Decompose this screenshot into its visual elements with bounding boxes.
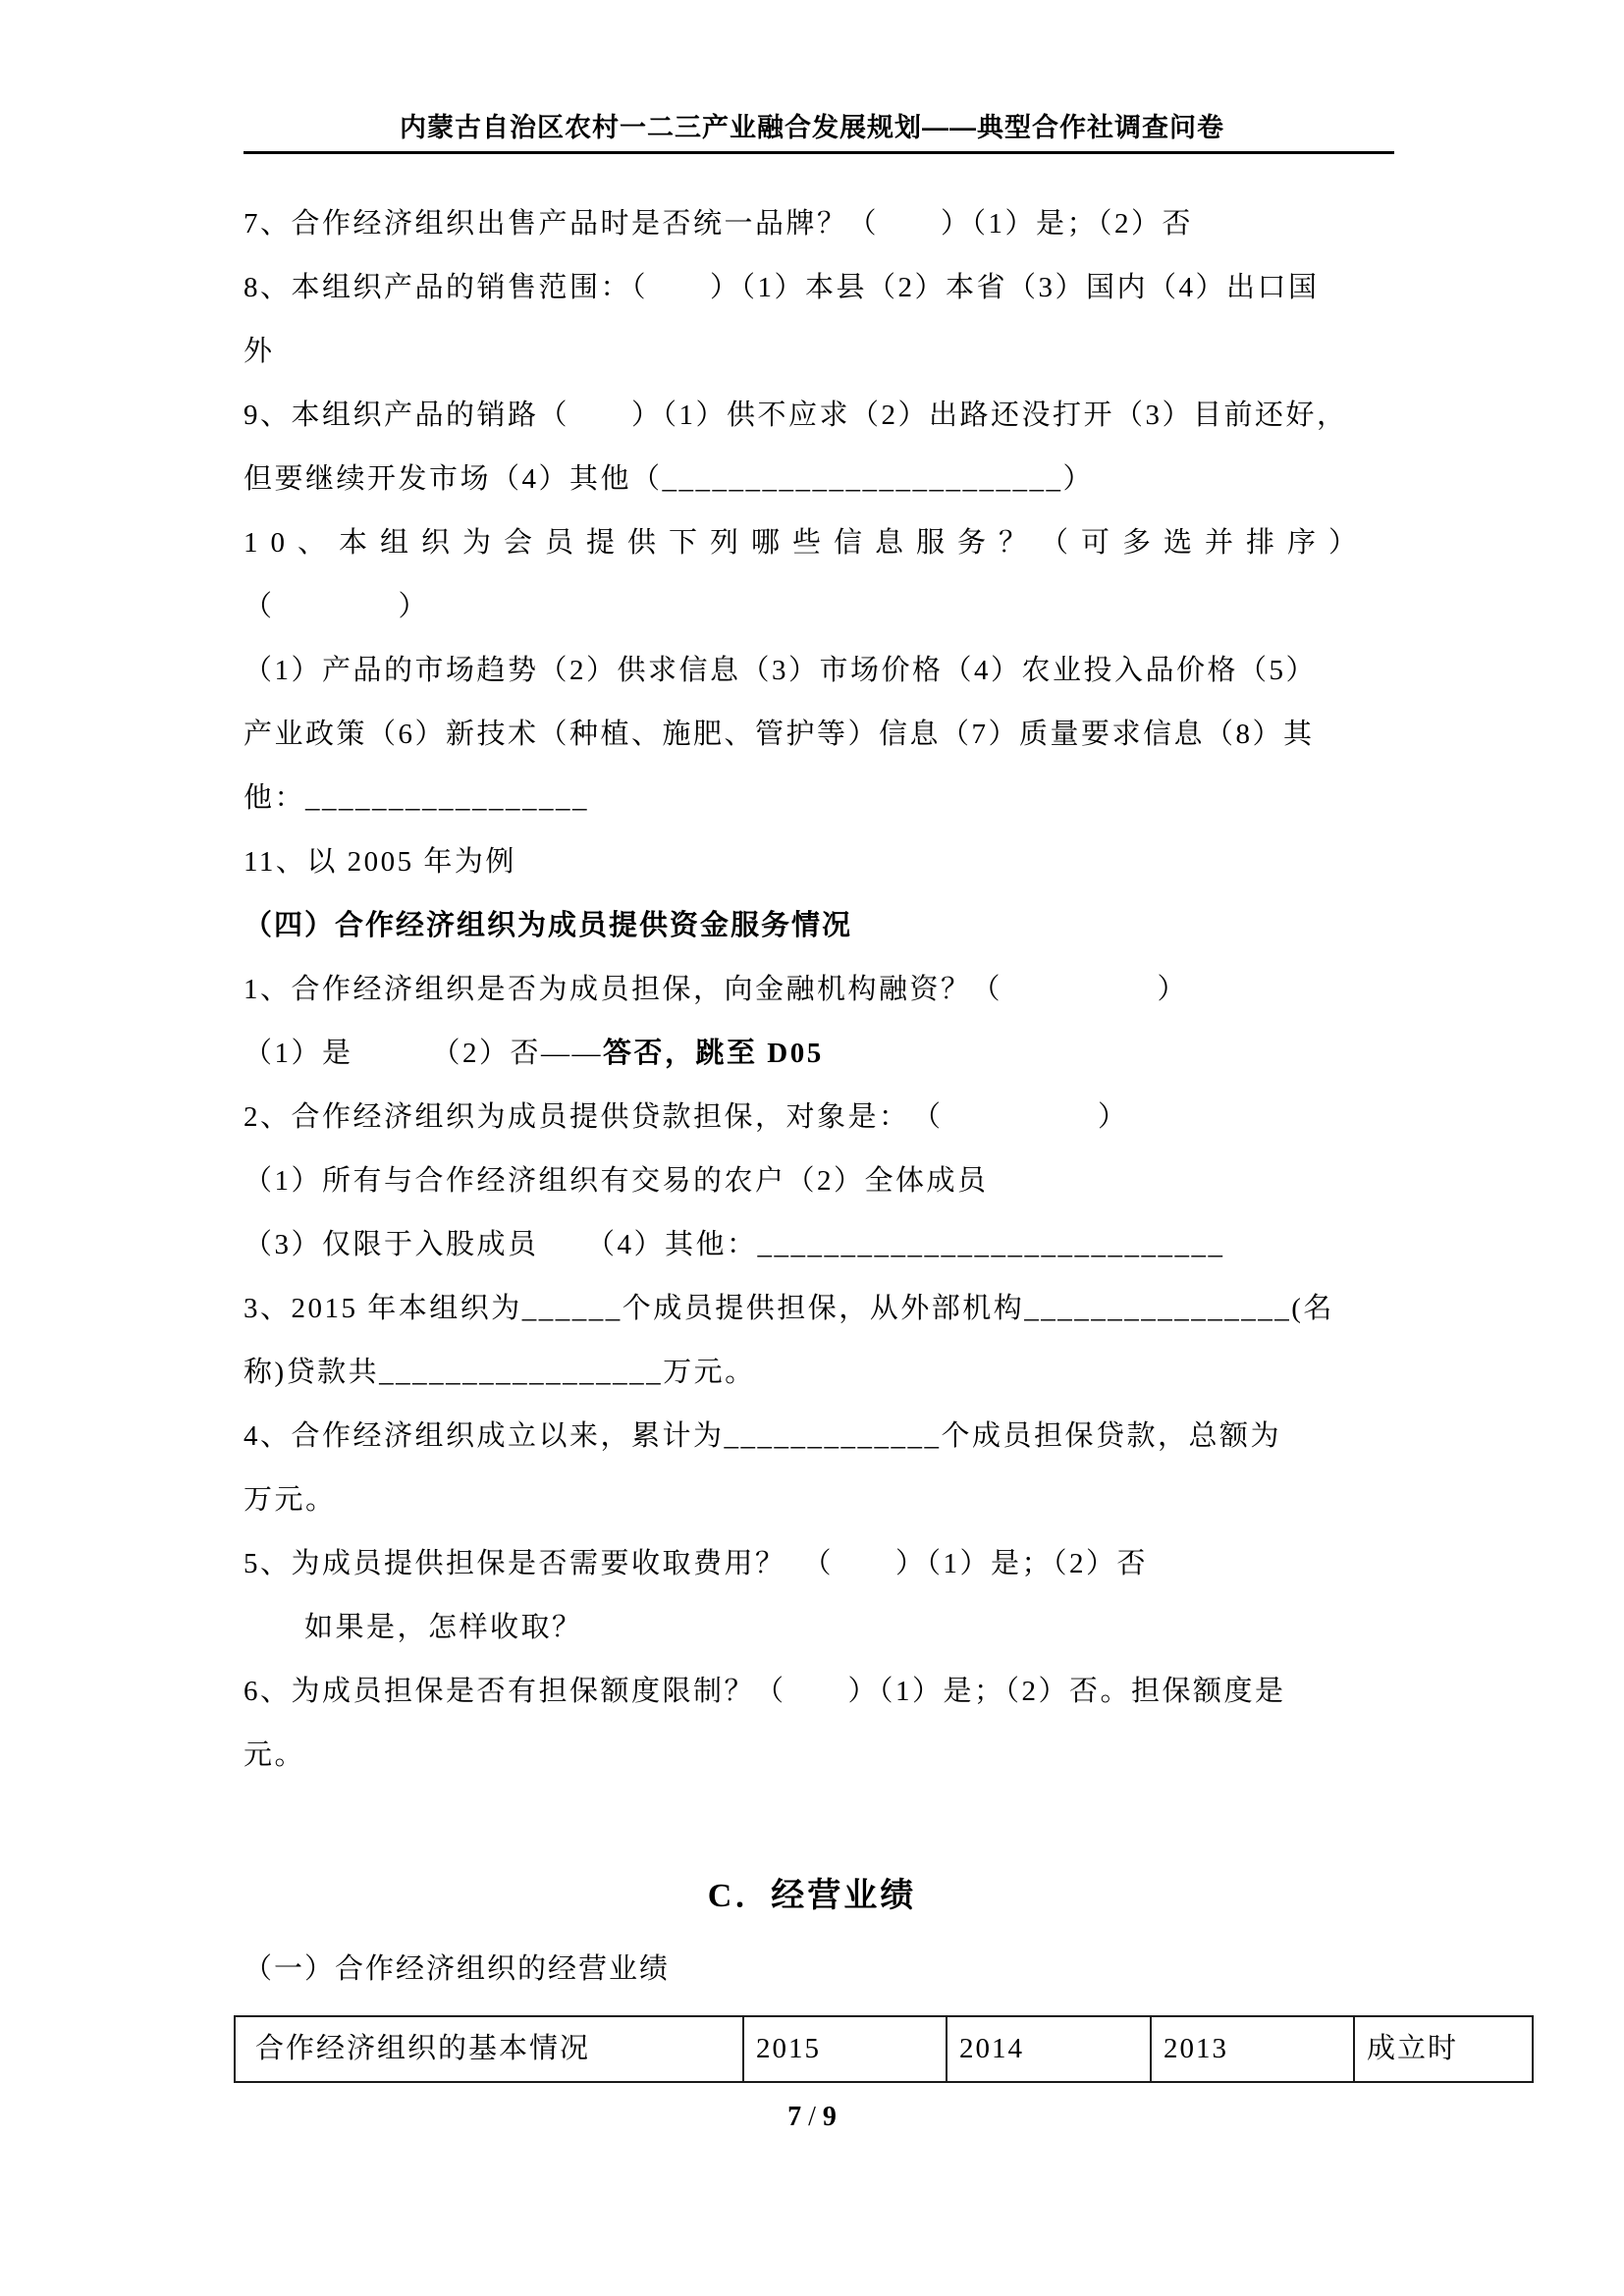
section-d-heading: （四）合作经济组织为成员提供资金服务情况 xyxy=(244,910,853,941)
table-header-row xyxy=(235,2016,1533,2082)
section-d-question-6: 6、为成员担保是否有担保额度限制？（ ）（1）是；（2）否。担保额度是 xyxy=(244,1676,1286,1707)
table-header-cell-2013: 2013 xyxy=(1151,2016,1354,2082)
section-d-question-4-continuation: 万元。 xyxy=(244,1484,337,1516)
question-9: 9、本组织产品的销路（ ）（1）供不应求（2）出路还没打开（3）目前还好， xyxy=(244,400,1348,431)
section-d-question-1-options xyxy=(244,1022,1412,1086)
footer-page-total: 9 xyxy=(822,2102,837,2132)
document-header-title: 内蒙古自治区农村一二三产业融合发展规划——典型合作社调查问卷 xyxy=(400,113,1224,142)
question-10-options-3: 他：_________________ xyxy=(244,782,590,814)
table-header-cell-2014: 2014 xyxy=(947,2016,1151,2082)
option-regular-text: （1）是 （2）否—— xyxy=(244,1038,604,1069)
section-d-question-6-continuation: 元。 xyxy=(244,1739,306,1771)
question-8-continuation: 外 xyxy=(244,336,275,367)
question-10-answer-blank: （ ） xyxy=(244,591,430,622)
question-10-options-1: （1）产品的市场趋势（2）供求信息（3）市场价格（4）农业投入品价格（5） xyxy=(244,655,1318,686)
question-11: 11、以 2005 年为例 xyxy=(244,846,516,878)
section-d-question-2-options-2: （3）仅限于入股成员 （4）其他：____________________________ xyxy=(244,1229,1225,1260)
section-d-question-4: 4、合作经济组织成立以来，累计为_____________个成员担保贷款，总额为 xyxy=(244,1420,1282,1452)
business-performance-table xyxy=(234,2015,1534,2083)
section-d-question-2-options-1: （1）所有与合作经济组织有交易的农户（2）全体成员 xyxy=(244,1165,989,1197)
question-10: 10、本组织为会员提供下列哪些信息服务？（可多选并排序） xyxy=(244,527,1371,559)
skip-instruction-bold: 答否，跳至 D05 xyxy=(603,1038,824,1069)
section-c-heading: C．经营业绩 xyxy=(707,1878,917,1914)
table-header-cell-founding: 成立时 xyxy=(1354,2016,1533,2082)
section-d-question-5-followup: 如果是，怎样收取？ xyxy=(304,1612,583,1643)
section-d-question-5: 5、为成员提供担保是否需要收取费用？ （ ）（1）是；（2）否 xyxy=(244,1548,1149,1579)
page-footer xyxy=(0,2089,1624,2146)
section-d-question-3-continuation: 称)贷款共_________________万元。 xyxy=(244,1357,756,1388)
question-8: 8、本组织产品的销售范围：（ ）（1）本县（2）本省（3）国内（4）出口国 xyxy=(244,272,1320,303)
table-header-cell-2015: 2015 xyxy=(743,2016,947,2082)
question-10-options-2: 产业政策（6）新技术（种植、施肥、管护等）信息（7）质量要求信息（8）其 xyxy=(244,719,1315,750)
header-rule xyxy=(244,151,1394,154)
question-9-continuation: 但要继续开发市场（4）其他（________________________） xyxy=(244,463,1095,495)
document-body xyxy=(244,192,1459,2083)
section-c-subheading: （一）合作经济组织的经营业绩 xyxy=(244,1953,671,1985)
section-d-question-2: 2、合作经济组织为成员提供贷款担保，对象是： （ ） xyxy=(244,1101,1129,1133)
footer-page-number: 7 xyxy=(787,2102,802,2132)
section-d-question-1: 1、合作经济组织是否为成员担保，向金融机构融资？（ ） xyxy=(244,974,1189,1005)
question-7: 7、合作经济组织出售产品时是否统一品牌？（ ）（1）是；（2）否 xyxy=(244,208,1194,240)
section-d-question-3: 3、2015 年本组织为______个成员提供担保，从外部机构________________(名 xyxy=(244,1293,1334,1324)
footer-separator: / xyxy=(801,2102,823,2132)
table-header-cell-basic-info: 合作经济组织的基本情况 xyxy=(235,2016,743,2082)
